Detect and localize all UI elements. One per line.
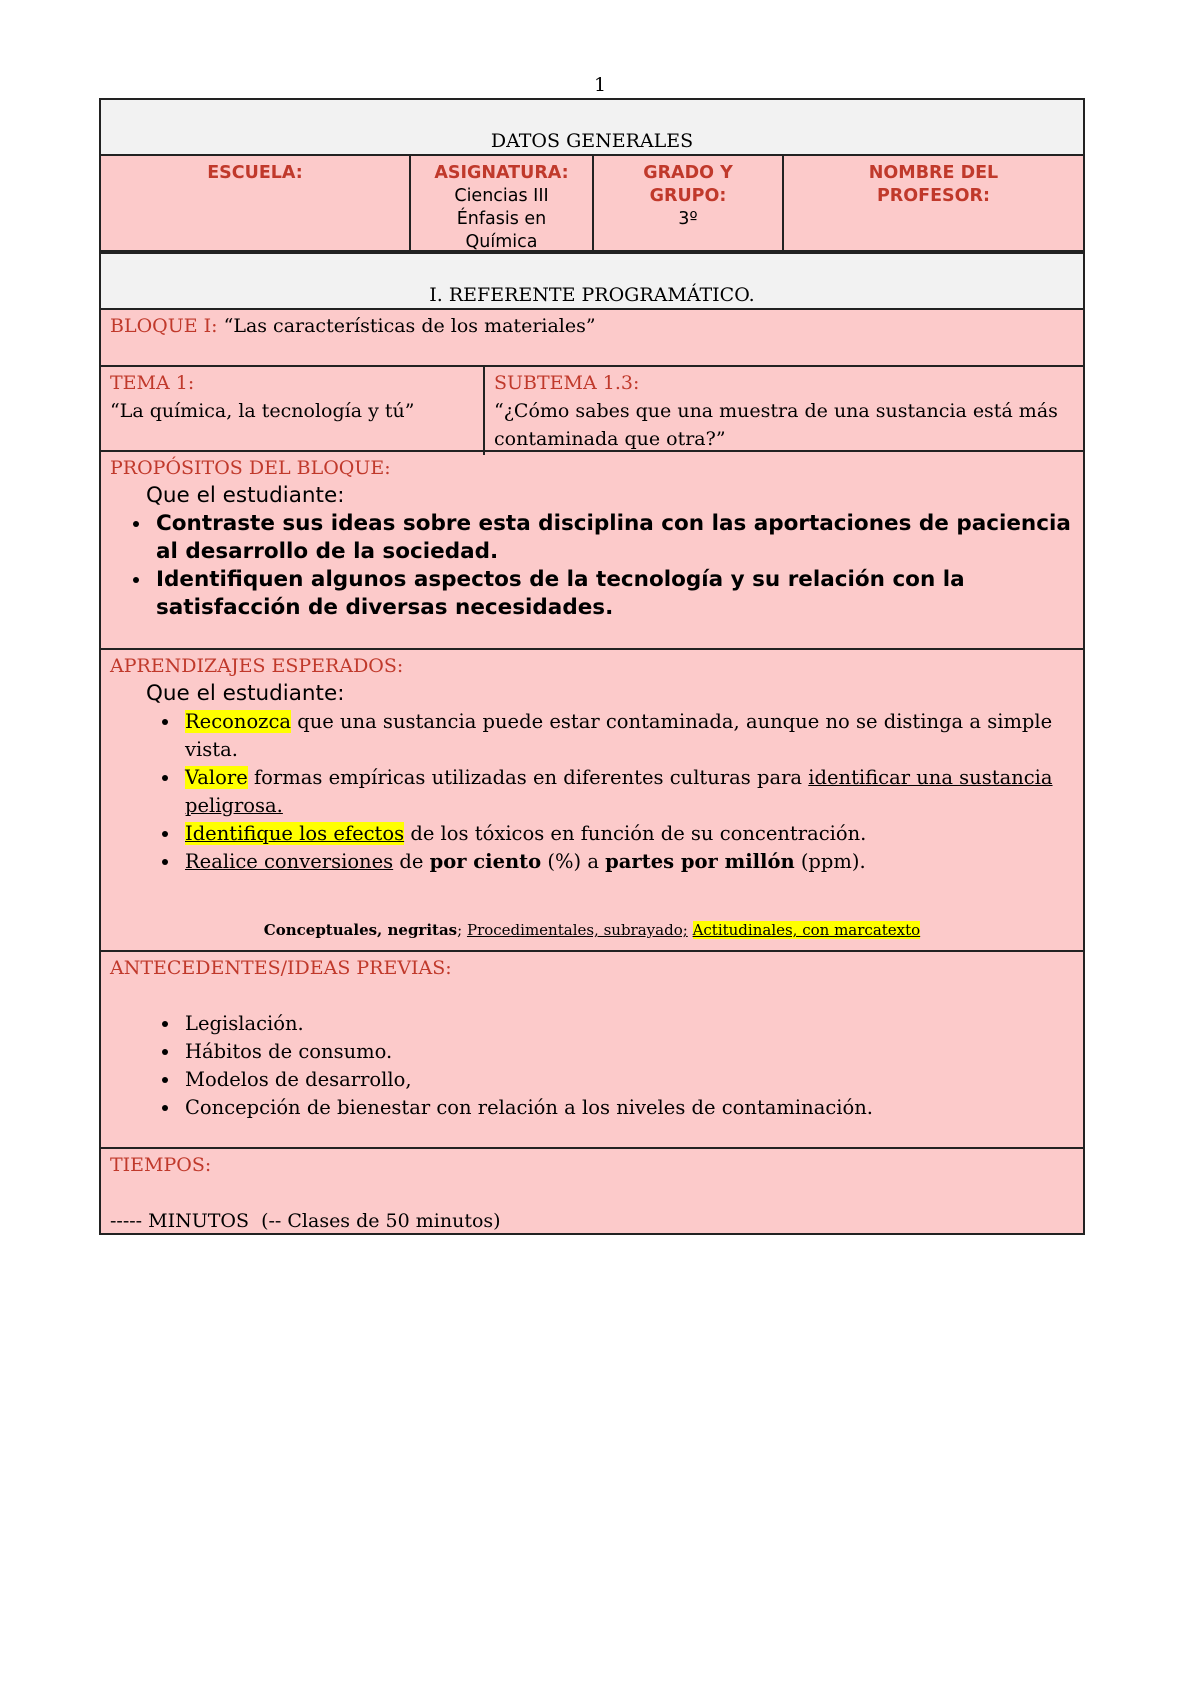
antecedentes-label: ANTECEDENTES/IDEAS PREVIAS: xyxy=(110,957,452,979)
grado-value: 3º xyxy=(678,209,698,229)
list-item: • Contraste sus ideas sobre esta disciplina con las aportaciones de paciencia al desarrollo de la sociedad. xyxy=(152,510,1074,566)
aprendizajes-intro: Que el estudiante: xyxy=(146,681,345,706)
general-data-row xyxy=(99,156,1085,252)
antecedentes-section xyxy=(99,952,1085,1149)
format-legend xyxy=(110,876,1074,944)
propositos-label: PROPÓSITOS DEL BLOQUE: xyxy=(110,457,391,479)
bold-text: partes por millón xyxy=(605,850,795,873)
tiempos-text: ----- MINUTOS (-- Clases de 50 minutos) xyxy=(110,1210,501,1232)
legend-bold: Conceptuales, negritas xyxy=(263,921,458,939)
tema-text: “La química, la tecnología y tú” xyxy=(110,400,415,422)
grado-cell xyxy=(592,156,782,254)
highlight-text: Valore xyxy=(185,766,248,789)
asignatura-cell xyxy=(409,156,592,254)
tema-label: TEMA 1: xyxy=(110,372,195,394)
profesor-cell xyxy=(782,156,1083,254)
list-item: • Concepción de bienestar con relación a los niveles de contaminación. xyxy=(181,1094,1074,1122)
asignatura-line-1: Ciencias III xyxy=(454,186,549,206)
item-text: de xyxy=(393,850,430,873)
propositos-list xyxy=(110,510,1074,622)
aprendizajes-label: APRENDIZAJES ESPERADOS: xyxy=(110,655,404,677)
item-text: que una sustancia puede estar contaminada, aunque no se distinga a simple vista. xyxy=(185,710,1053,761)
grado-label-1: GRADO Y xyxy=(643,163,733,183)
asignatura-line-3: Química xyxy=(465,232,538,252)
underlined-text: Realice conversiones xyxy=(185,850,394,873)
aprendizajes-list xyxy=(110,708,1074,876)
escuela-cell xyxy=(101,156,409,254)
aprendizajes-section xyxy=(99,650,1085,952)
bold-text: por ciento xyxy=(429,850,542,873)
propositos-section xyxy=(99,452,1085,650)
item-text: formas empíricas utilizadas en diferentes culturas para xyxy=(247,766,809,789)
lesson-plan-table xyxy=(99,98,1085,1235)
subtema-cell xyxy=(483,367,1083,455)
page-number: 1 xyxy=(593,74,607,96)
propositos-intro: Que el estudiante: xyxy=(146,483,345,508)
bloque-row xyxy=(99,310,1085,367)
tema-row xyxy=(99,367,1085,452)
list-item xyxy=(181,764,1074,820)
highlight-underlined-text: Identifique los efectos xyxy=(185,822,405,845)
asignatura-label: ASIGNATURA: xyxy=(434,163,569,183)
subtema-text: “¿Cómo sabes que una muestra de una sustancia está más contaminada que otra?” xyxy=(494,400,1058,450)
list-item: • Modelos de desarrollo, xyxy=(181,1066,1074,1094)
tiempos-section xyxy=(99,1149,1085,1235)
antecedentes-list xyxy=(110,1010,1074,1122)
grado-label-2: GRUPO: xyxy=(649,186,727,206)
datos-generales-header: DATOS GENERALES xyxy=(99,98,1085,156)
bloque-label: BLOQUE I: xyxy=(110,315,218,337)
underlined-text: identificar una sustancia peligrosa. xyxy=(185,766,1053,817)
item-text: (%) a xyxy=(541,850,606,873)
tema-cell xyxy=(101,367,483,455)
bloque-text: “Las características de los materiales” xyxy=(223,315,596,337)
highlight-text: Reconozca xyxy=(185,710,292,733)
legend-highlight: Actitudinales, con marcatexto xyxy=(692,921,921,939)
list-item: • Legislación. xyxy=(181,1010,1074,1038)
profesor-label-2: PROFESOR: xyxy=(876,186,991,206)
subtema-label: SUBTEMA 1.3: xyxy=(494,372,640,394)
item-text: de los tóxicos en función de su concentración. xyxy=(404,822,867,845)
item-text: (ppm). xyxy=(794,850,866,873)
list-item: • Hábitos de consumo. xyxy=(181,1038,1074,1066)
tiempos-label: TIEMPOS: xyxy=(110,1154,212,1176)
profesor-label-1: NOMBRE DEL xyxy=(868,163,999,183)
asignatura-line-2: Énfasis en xyxy=(456,209,547,229)
legend-underline: Procedimentales, subrayado; xyxy=(466,921,688,939)
list-item xyxy=(181,848,1074,876)
list-item xyxy=(181,708,1074,764)
referente-header: I. REFERENTE PROGRAMÁTICO. xyxy=(99,252,1085,310)
escuela-label: ESCUELA: xyxy=(207,163,303,183)
legend-separator: ; xyxy=(457,921,463,939)
list-item xyxy=(181,820,1074,848)
list-item: • Identifiquen algunos aspectos de la tecnología y su relación con la satisfacción de diversas necesidades. xyxy=(152,566,1074,622)
